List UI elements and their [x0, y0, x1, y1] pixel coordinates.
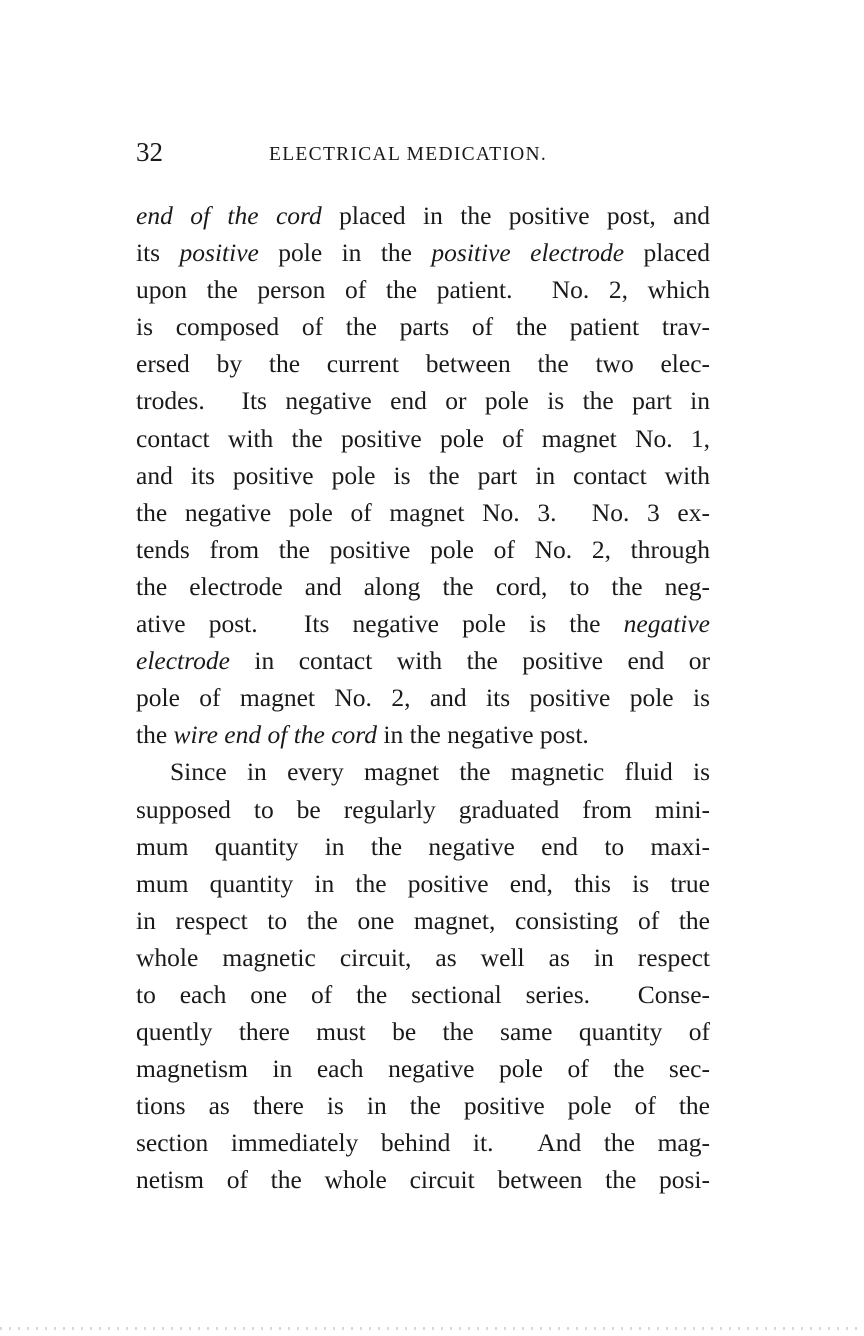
- italic-text: positive electrode: [431, 238, 625, 268]
- text-run: contact with the positive pole of magnet No. 1,: [136, 423, 710, 453]
- scan-edge-artifact: [0, 1327, 864, 1330]
- text-line: [136, 494, 710, 531]
- page-header: [136, 136, 710, 176]
- italic-text: positive: [179, 238, 259, 268]
- text-run: trodes. Its negative end or pole is the part in: [136, 386, 710, 416]
- text-line: [136, 1013, 710, 1050]
- text-run: the negative pole of magnet No. 3. No. 3 ex-: [136, 497, 710, 527]
- text-line: [136, 1161, 710, 1198]
- text-run: upon the person of the patient. No. 2, which: [136, 275, 710, 305]
- text-run: section immediately behind it. And the mag-: [136, 1128, 710, 1158]
- text-line: [136, 605, 710, 642]
- text-run: quently there must be the same quantity of: [136, 1017, 710, 1047]
- italic-text: wire end of the cord: [173, 720, 378, 750]
- text-line: [136, 197, 710, 234]
- text-line: [136, 308, 710, 345]
- text-run: the: [136, 720, 174, 750]
- text-run: placed: [624, 238, 711, 268]
- text-line: [136, 753, 710, 790]
- text-line: [136, 828, 710, 865]
- italic-text: negative: [623, 609, 710, 639]
- text-run: netism of the whole circuit between the posi-: [136, 1165, 710, 1195]
- text-run: whole magnetic circuit, as well as in respect: [136, 942, 710, 972]
- italic-text: electrode: [136, 646, 230, 676]
- text-run: mum quantity in the positive end, this is true: [136, 868, 710, 898]
- text-line: [136, 791, 710, 828]
- text-run: in contact with the positive end or: [229, 646, 710, 676]
- text-line: [136, 679, 710, 716]
- text-run: pole in the: [258, 238, 432, 268]
- running-title: ELECTRICAL MEDICATION.: [269, 144, 548, 165]
- body-text: [136, 197, 710, 1199]
- text-run: tions as there is in the positive pole of the: [136, 1091, 710, 1121]
- text-run: supposed to be regularly graduated from mini-: [136, 794, 710, 824]
- text-run: ersed by the current between the two elec-: [136, 349, 710, 379]
- text-line: [136, 382, 710, 419]
- text-run: mum quantity in the negative end to maxi-: [136, 831, 710, 861]
- text-run: magnetism in each negative pole of the sec-: [136, 1054, 710, 1084]
- text-run: Since in every magnet the magnetic fluid is: [170, 757, 710, 787]
- text-line: [136, 642, 710, 679]
- page-number: 32: [136, 137, 163, 167]
- text-line: [136, 420, 710, 457]
- text-line: [136, 568, 710, 605]
- text-run: in the negative post.: [377, 720, 589, 750]
- text-run: is composed of the parts of the patient trav-: [136, 312, 710, 342]
- text-run: to each one of the sectional series. Conse-: [136, 979, 710, 1009]
- text-line: [136, 1087, 710, 1124]
- text-line: [136, 1124, 710, 1161]
- text-run: the electrode and along the cord, to the neg-: [136, 571, 710, 601]
- text-line: [136, 271, 710, 308]
- text-line: [136, 531, 710, 568]
- text-line: [136, 902, 710, 939]
- text-run: placed in the positive post, and: [321, 201, 710, 230]
- text-line: [136, 976, 710, 1013]
- text-line: [136, 234, 710, 271]
- text-run: pole of magnet No. 2, and its positive pole is: [136, 683, 710, 713]
- text-line: [136, 865, 710, 902]
- text-run: in respect to the one magnet, consisting of the: [136, 905, 710, 935]
- text-run: its: [136, 238, 180, 268]
- text-line: [136, 345, 710, 382]
- text-line: [136, 939, 710, 976]
- italic-text: end of the cord: [136, 201, 322, 230]
- text-run: tends from the positive pole of No. 2, through: [136, 534, 710, 564]
- text-run: ative post. Its negative pole is the: [136, 609, 624, 639]
- text-line: [136, 457, 710, 494]
- text-run: and its positive pole is the part in contact with: [136, 460, 710, 490]
- text-line: [136, 1050, 710, 1087]
- text-line: [136, 716, 710, 753]
